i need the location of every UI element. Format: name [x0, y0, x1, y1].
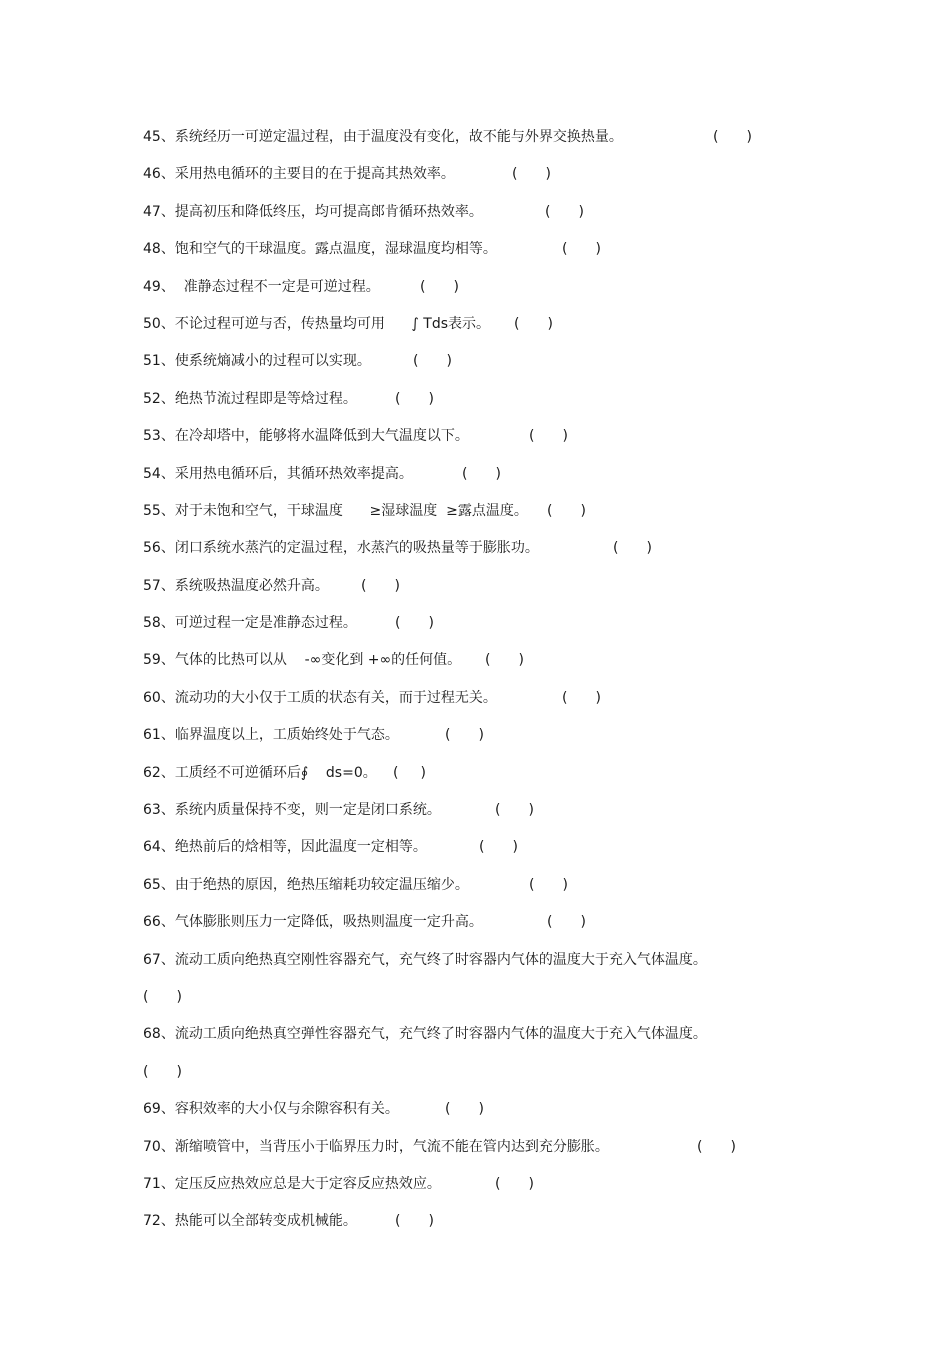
question-text: 绝热节流过程即是等焓过程。	[174, 390, 357, 407]
answer-blank: ( )	[545, 203, 584, 220]
answer-blank: ( )	[445, 1101, 484, 1118]
answer-blank: ( )	[420, 278, 459, 295]
question-text: 可逆过程一定是准静态过程。	[174, 615, 357, 632]
question-51	[143, 348, 863, 385]
question-number: 51、	[143, 353, 175, 370]
question-text: 渐缩喷管中，当背压小于临界压力时，气流不能在管内达到充分膨胀。	[174, 1138, 609, 1155]
question-58	[143, 610, 863, 647]
question-46	[143, 161, 863, 198]
answer-blank: ( )	[143, 1063, 182, 1080]
answer-blank: ( )	[547, 914, 586, 931]
question-45	[143, 124, 863, 161]
question-text: 流动工质向绝热真空刚性容器充气，充气终了时容器内气体的温度大于充入气体温度。	[174, 951, 707, 968]
question-text: 采用热电循环的主要目的在于提高其热效率。	[174, 166, 455, 183]
question-list	[143, 124, 863, 1246]
question-text: 流动功的大小仅于工质的状态有关，而于过程无关。	[174, 689, 497, 706]
answer-blank: ( )	[529, 876, 568, 893]
answer-blank: ( )	[495, 1175, 534, 1192]
question-text: 绝热前后的焓相等，因此温度一定相等。	[174, 839, 427, 856]
question-number: 45、	[143, 129, 175, 145]
question-69	[143, 1096, 863, 1133]
answer-blank: ( )	[713, 129, 752, 145]
question-70	[143, 1134, 863, 1171]
question-number: 67、	[143, 951, 175, 968]
question-64	[143, 834, 863, 871]
question-text: 工质经不可逆循环后∮ ds=0。	[174, 764, 377, 781]
question-text: 对于未饱和空气，干球温度 ≥湿球温度 ≥露点温度。	[174, 502, 528, 519]
question-text: 热能可以全部转变成机械能。	[174, 1213, 357, 1230]
question-number: 59、	[143, 652, 175, 669]
question-number: 50、	[143, 315, 175, 332]
question-number: 62、	[143, 764, 175, 781]
question-text: 闭口系统水蒸汽的定温过程，水蒸汽的吸热量等于膨胀功。	[174, 540, 539, 557]
question-number: 60、	[143, 689, 175, 706]
question-number: 47、	[143, 203, 175, 220]
answer-blank: ( )	[361, 577, 400, 594]
question-text: 容积效率的大小仅与余隙容积有关。	[174, 1101, 399, 1118]
question-text: 临界温度以上，工质始终处于气态。	[174, 727, 399, 744]
question-54	[143, 461, 863, 498]
answer-blank: ( )	[495, 802, 534, 819]
question-65	[143, 872, 863, 909]
question-number: 49、	[143, 278, 175, 295]
answer-blank: ( )	[512, 166, 551, 183]
question-text: 饱和空气的干球温度。露点温度，湿球温度均相等。	[174, 241, 497, 258]
question-text: 气体的比热可以从 -∞变化到 +∞的任何值。	[174, 652, 462, 669]
answer-blank: ( )	[485, 652, 524, 669]
question-48	[143, 236, 863, 273]
question-71	[143, 1171, 863, 1208]
question-text: 系统吸热温度必然升高。	[174, 577, 329, 594]
question-number: 55、	[143, 502, 175, 519]
answer-blank: ( )	[529, 428, 568, 445]
question-number: 56、	[143, 540, 175, 557]
question-53	[143, 423, 863, 460]
answer-blank: ( )	[395, 615, 434, 632]
question-50	[143, 311, 863, 348]
question-text: 流动工质向绝热真空弹性容器充气，充气终了时容器内气体的温度大于充入气体温度。	[174, 1026, 707, 1043]
answer-blank: ( )	[143, 988, 182, 1005]
question-47	[143, 199, 863, 236]
question-number: 48、	[143, 241, 175, 258]
answer-blank: ( )	[395, 1213, 434, 1230]
question-60	[143, 685, 863, 722]
answer-blank: ( )	[413, 353, 452, 370]
answer-blank: ( )	[462, 465, 501, 482]
question-number: 46、	[143, 166, 175, 183]
answer-blank: ( )	[445, 727, 484, 744]
question-52	[143, 386, 863, 423]
question-text: 由于绝热的原因，绝热压缩耗功较定温压缩少。	[174, 876, 469, 893]
question-number: 54、	[143, 465, 175, 482]
question-61	[143, 722, 863, 759]
question-number: 61、	[143, 727, 175, 744]
question-62	[143, 760, 863, 797]
question-59	[143, 647, 863, 684]
question-text: 使系统熵减小的过程可以实现。	[174, 353, 371, 370]
question-number: 58、	[143, 615, 175, 632]
question-text: 准静态过程不一定是可逆过程。	[174, 278, 380, 295]
answer-blank: ( )	[562, 689, 601, 706]
question-57	[143, 573, 863, 610]
question-72	[143, 1208, 863, 1245]
answer-blank: ( )	[613, 540, 652, 557]
question-55	[143, 498, 863, 535]
question-68	[143, 1021, 863, 1058]
question-67	[143, 947, 863, 984]
question-text: 气体膨胀则压力一定降低，吸热则温度一定升高。	[174, 914, 483, 931]
question-number: 72、	[143, 1213, 175, 1230]
question-67-answer-line	[143, 984, 863, 1021]
question-text: 提高初压和降低终压，均可提高郎肯循环热效率。	[174, 203, 483, 220]
question-number: 52、	[143, 390, 175, 407]
question-number: 69、	[143, 1101, 175, 1118]
answer-blank: ( )	[562, 241, 601, 258]
question-66	[143, 909, 863, 946]
answer-blank: ( )	[697, 1138, 736, 1155]
answer-blank: ( )	[547, 502, 586, 519]
question-text: 不论过程可逆与否，传热量均可用 ∫ Tds表示。	[174, 315, 491, 332]
question-number: 71、	[143, 1175, 175, 1192]
question-text: 在冷却塔中，能够将水温降低到大气温度以下。	[174, 428, 469, 445]
answer-blank: ( )	[514, 315, 553, 332]
question-number: 63、	[143, 802, 175, 819]
question-text: 系统内质量保持不变，则一定是闭口系统。	[174, 802, 441, 819]
question-number: 65、	[143, 876, 175, 893]
question-text: 采用热电循环后，其循环热效率提高。	[174, 465, 413, 482]
answer-blank: ( )	[393, 764, 426, 781]
question-text: 系统经历一可逆定温过程，由于温度没有变化，故不能与外界交换热量。	[174, 129, 623, 145]
question-63	[143, 797, 863, 834]
question-number: 57、	[143, 577, 175, 594]
question-49	[143, 274, 863, 311]
answer-blank: ( )	[395, 390, 434, 407]
question-number: 68、	[143, 1026, 175, 1043]
question-number: 64、	[143, 839, 175, 856]
question-56	[143, 535, 863, 572]
question-number: 70、	[143, 1138, 175, 1155]
question-text: 定压反应热效应总是大于定容反应热效应。	[174, 1175, 441, 1192]
answer-blank: ( )	[479, 839, 518, 856]
question-number: 66、	[143, 914, 175, 931]
question-68-answer-line	[143, 1059, 863, 1096]
question-number: 53、	[143, 428, 175, 445]
